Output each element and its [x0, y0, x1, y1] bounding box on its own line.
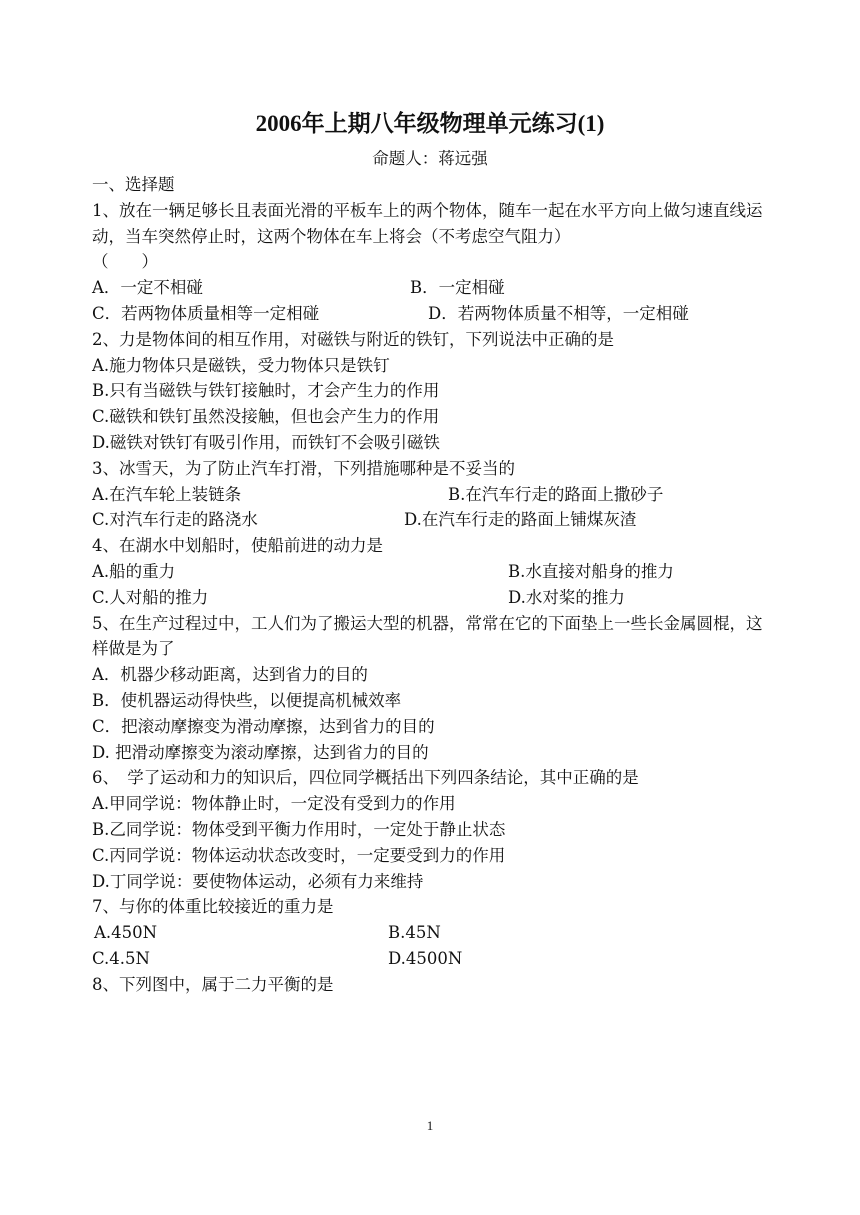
question-4-option-d: D.水对桨的推力: [508, 587, 625, 607]
question-5-option-d: D. 把滑动摩擦变为滚动摩擦，达到省力的目的: [92, 742, 429, 762]
page-number: 1: [426, 1118, 434, 1133]
question-1-option-b: B．一定相碰: [410, 278, 505, 298]
question-7-option-b: B.45N: [388, 923, 441, 943]
question-7-options-row-1: [92, 920, 782, 946]
question-4-stem: 4、在湖水中划船时，使船前进的动力是: [92, 536, 383, 556]
question-body: [92, 172, 782, 998]
question-1-paren: （ ）: [92, 252, 158, 272]
question-4-option-c: C.人对船的推力: [92, 587, 209, 607]
question-1-option-c: C．若两物体质量相等一定相碰: [92, 303, 320, 323]
question-3-option-b: B.在汽车行走的路面上撒砂子: [448, 484, 664, 504]
question-3-option-a: A.在汽车轮上装链条: [92, 484, 242, 504]
question-5-stem: 5、在生产过程过中，工人们为了搬运大型的机器，常常在它的下面垫上一些长金属圆棍，这样做是为了: [92, 613, 763, 659]
question-2-stem: 2、力是物体间的相互作用，对磁铁与附近的铁钉，下列说法中正确的是: [92, 329, 614, 349]
question-3-options-row-1: [92, 482, 782, 508]
question-2-option-b: B.只有当磁铁与铁钉接触时，才会产生力的作用: [92, 381, 440, 401]
question-3-options-row-2: [92, 507, 782, 533]
section-heading: 一、选择题: [92, 175, 175, 194]
question-4-option-b: B.水直接对船身的推力: [508, 561, 674, 581]
question-2-option-d: D.磁铁对铁钉有吸引作用，而铁钉不会吸引磁铁: [92, 432, 440, 452]
question-3-option-d: D.在汽车行走的路面上铺煤灰渣: [404, 510, 637, 530]
question-7-stem: 7、与你的体重比较接近的重力是: [92, 897, 334, 917]
question-6-option-d: D.丁同学说：要使物体运动，必须有力来维持: [92, 871, 424, 891]
question-1-option-a: A．一定不相碰: [92, 278, 203, 298]
question-2-option-c: C.磁铁和铁钉虽然没接触，但也会产生力的作用: [92, 407, 440, 427]
question-7-option-c: C.4.5N: [92, 948, 150, 968]
question-4-options-row-2: [92, 585, 782, 611]
page-title: 2006年上期八年级物理单元练习(1): [255, 111, 605, 136]
question-2-option-a: A.施力物体只是磁铁，受力物体只是铁钉: [92, 355, 390, 375]
question-5-option-a: A．机器少移动距离，达到省力的目的: [92, 665, 368, 685]
question-1-option-d: D．若两物体质量不相等，一定相碰: [428, 303, 689, 323]
question-6-option-c: C.丙同学说：物体运动状态改变时，一定要受到力的作用: [92, 845, 506, 865]
question-1-options-row-1: [92, 275, 782, 301]
question-6-option-a: A.甲同学说：物体静止时，一定没有受到力的作用: [92, 794, 456, 814]
question-1-stem: 1、放在一辆足够长且表面光滑的平板车上的两个物体，随车一起在水平方向上做匀速直线运动，当车突然停止时，这两个物体在车上将会（不考虑空气阻力）: [92, 200, 763, 246]
question-3-option-c: C.对汽车行走的路浇水: [92, 510, 258, 530]
question-6-stem: 6、 学了运动和力的知识后，四位同学概括出下列四条结论，其中正确的是: [92, 768, 639, 788]
question-6-option-b: B.乙同学说：物体受到平衡力作用时，一定处于静止状态: [92, 819, 506, 839]
question-7-option-d: D.4500N: [388, 948, 463, 968]
question-5-option-b: B．使机器运动得快些，以便提高机械效率: [92, 690, 402, 710]
question-8-stem: 8、下列图中，属于二力平衡的是: [92, 974, 334, 994]
question-4-options-row-1: [92, 559, 782, 585]
question-4-option-a: A.船的重力: [92, 561, 176, 581]
question-1-options-row-2: [92, 301, 782, 327]
question-7-option-a: A.450N: [94, 923, 158, 943]
question-3-stem: 3、冰雪天，为了防止汽车打滑，下列措施哪种是不妥当的: [92, 458, 515, 478]
question-7-options-row-2: [92, 946, 782, 972]
author-line: 命题人：蒋远强: [372, 149, 488, 168]
question-5-option-c: C．把滚动摩擦变为滑动摩擦，达到省力的目的: [92, 716, 435, 736]
